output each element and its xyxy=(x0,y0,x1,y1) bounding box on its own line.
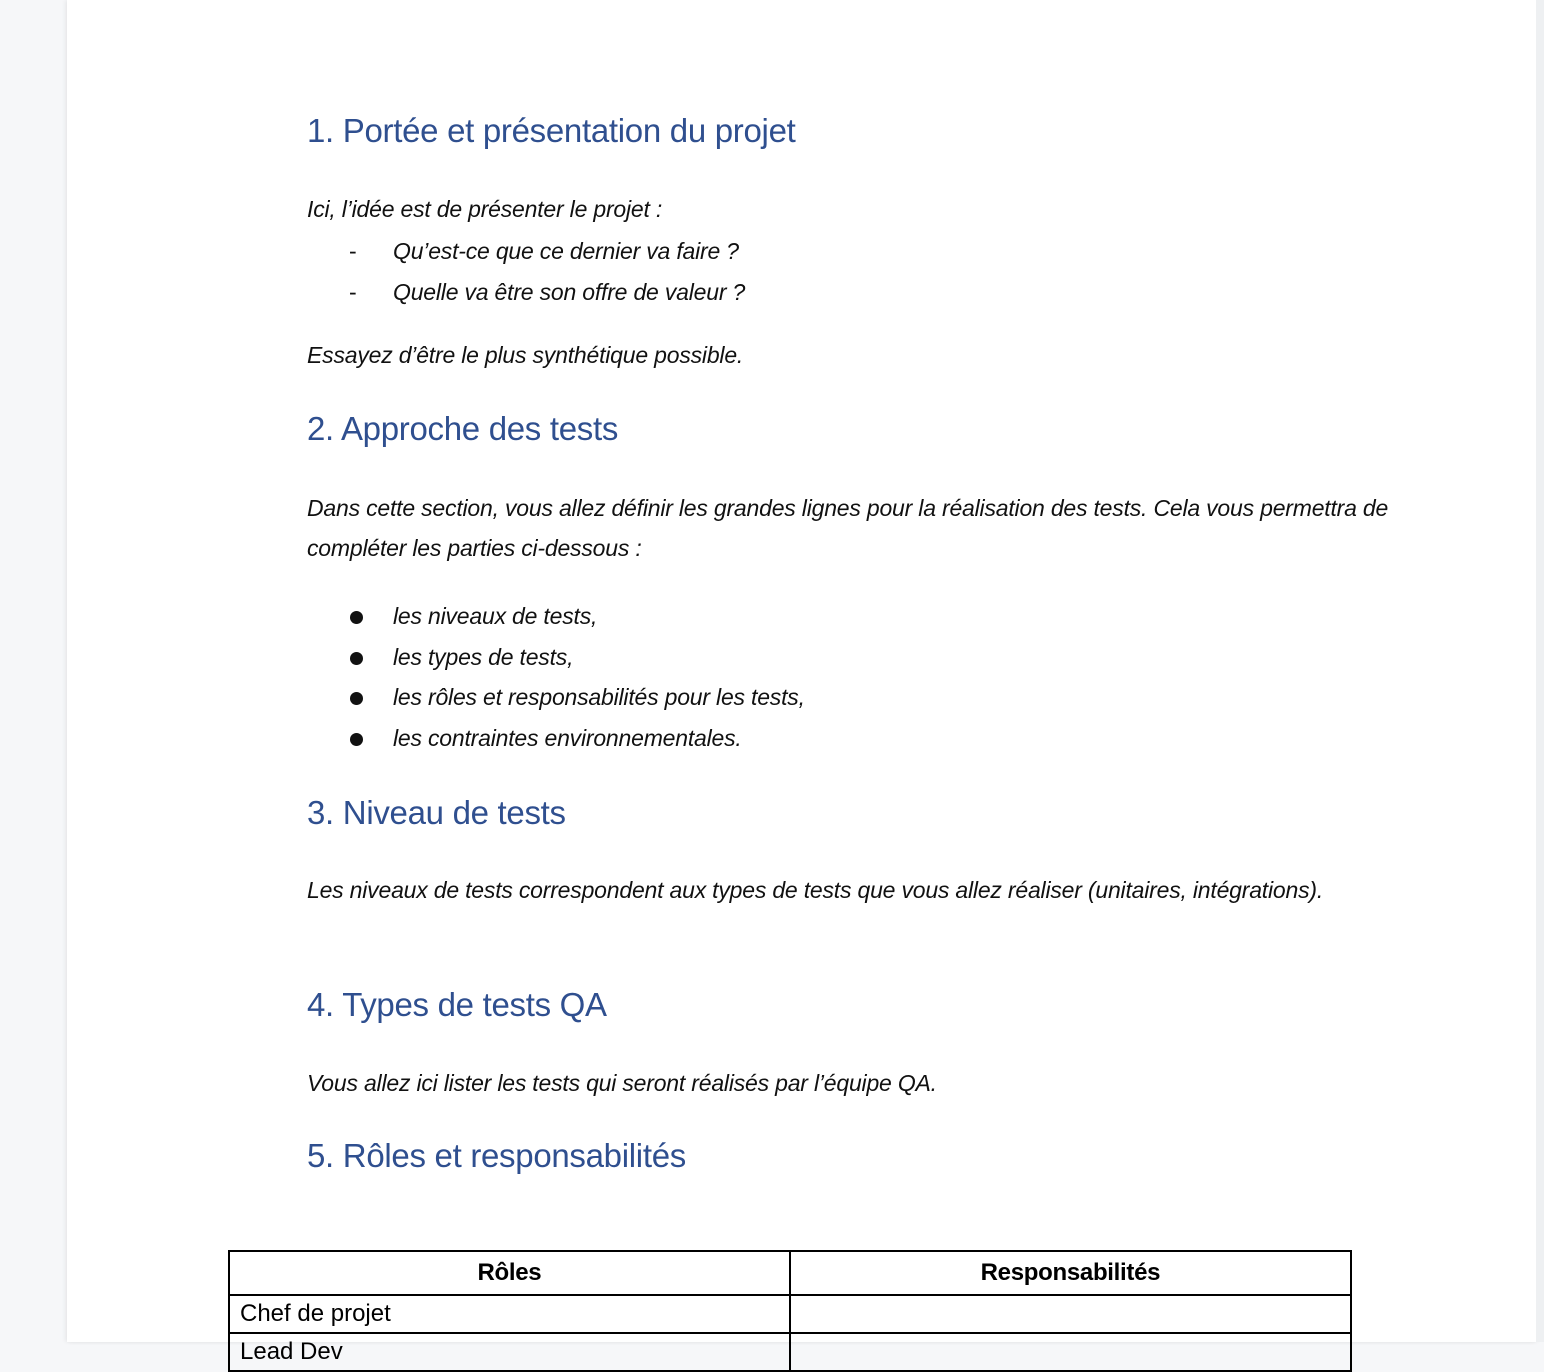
list-item-text: les contraintes environnementales. xyxy=(393,725,742,751)
section-1-intro: Ici, l’idée est de présenter le projet : xyxy=(307,196,663,222)
section-1-heading: 1. Portée et présentation du projet xyxy=(307,112,796,149)
table-cell-role[interactable]: Chef de projet xyxy=(229,1295,790,1333)
list-item-text: Qu’est-ce que ce dernier va faire ? xyxy=(393,238,739,264)
section-3-heading: 3. Niveau de tests xyxy=(307,794,566,831)
right-gutter xyxy=(1536,0,1544,1342)
bullet-icon xyxy=(350,733,363,746)
section-4-heading: 4. Types de tests QA xyxy=(307,986,607,1023)
document-page xyxy=(67,0,1536,1365)
dash-marker-icon: - xyxy=(349,238,357,264)
list-item-text: les rôles et responsabilités pour les tests, xyxy=(393,684,805,710)
section-2-paragraph: Dans cette section, vous allez définir les grandes lignes pour la réalisation des tests. Cela vous permettra de compléter les parties ci-dessous : xyxy=(307,495,1389,561)
bullet-icon xyxy=(350,611,363,624)
section-5-heading: 5. Rôles et responsabilités xyxy=(307,1137,686,1174)
table-row xyxy=(229,1295,1351,1333)
section-1-outro: Essayez d’être le plus synthétique possible. xyxy=(307,342,744,368)
table-header-row xyxy=(229,1251,1351,1295)
section-4-paragraph: Vous allez ici lister les tests qui seront réalisés par l’équipe QA. xyxy=(307,1070,937,1096)
list-item-text: les niveaux de tests, xyxy=(393,603,598,629)
section-3-paragraph: Les niveaux de tests correspondent aux types de tests que vous allez réaliser (unitaires, intégrations). xyxy=(307,877,1324,903)
roles-table xyxy=(228,1250,1352,1372)
column-header-roles: Rôles xyxy=(229,1251,790,1295)
column-header-responsibilities: Responsabilités xyxy=(790,1251,1351,1295)
table-cell-responsibility[interactable] xyxy=(790,1295,1351,1333)
bullet-icon xyxy=(350,652,363,665)
table-row xyxy=(229,1333,1351,1371)
list-item-text: Quelle va être son offre de valeur ? xyxy=(393,279,746,305)
list-item-text: les types de tests, xyxy=(393,644,574,670)
bullet-icon xyxy=(350,692,363,705)
dash-marker-icon: - xyxy=(349,279,357,305)
table-cell-role[interactable]: Lead Dev xyxy=(229,1333,790,1371)
section-2-heading: 2. Approche des tests xyxy=(307,410,619,447)
table-cell-responsibility[interactable] xyxy=(790,1333,1351,1371)
